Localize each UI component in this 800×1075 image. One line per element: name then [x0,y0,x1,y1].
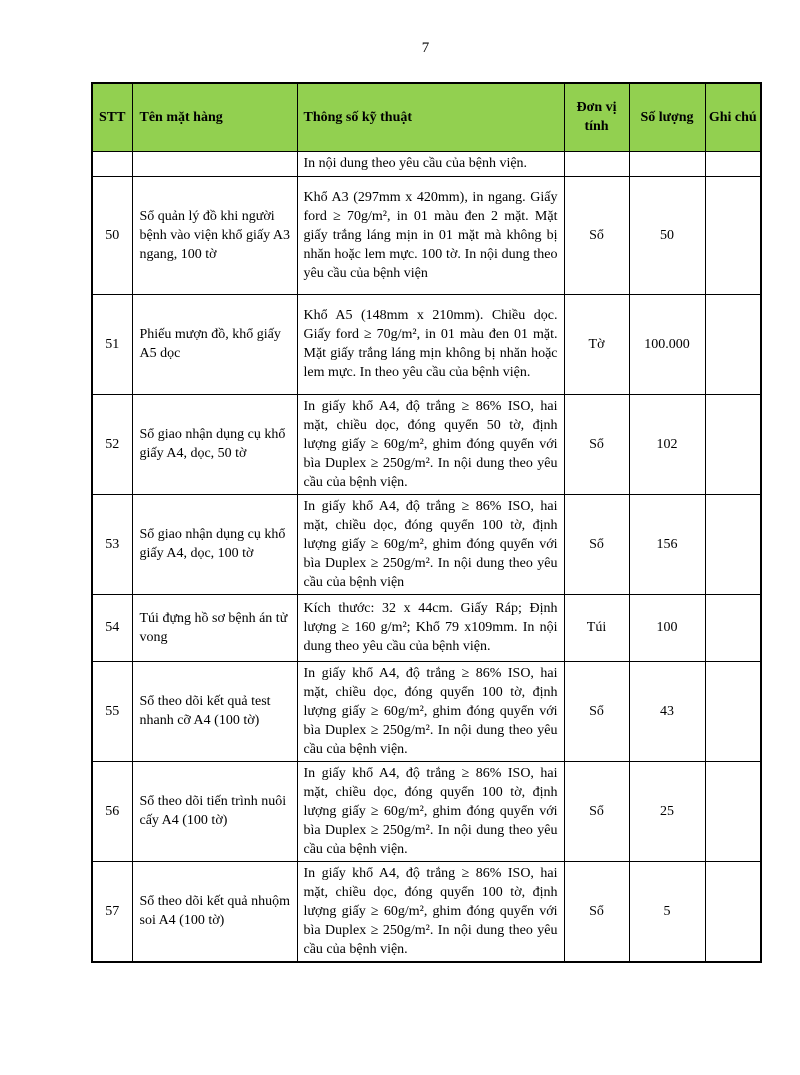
cell-name: Sổ quản lý đồ khi người bệnh vào viện khổ giấy A3 ngang, 100 tờ [132,176,297,294]
table-row [92,661,761,761]
header-specs: Thông số kỹ thuật [297,83,564,151]
cell-note [705,494,761,594]
table-body [92,151,761,962]
cell-note [705,294,761,394]
cell-qty: 5 [629,861,705,962]
header-note: Ghi chú [705,83,761,151]
cell-unit: Sổ [564,494,629,594]
cell-spec: In giấy khổ A4, độ trắng ≥ 86% ISO, hai mặt, chiều dọc, đóng quyển 100 tờ, định lượng giấy ≥ 60g/m², ghim đóng quyển với bìa Duplex ≥ 250g/m². In nội dung theo yêu cầu của bệnh viện [297,494,564,594]
cell-name: Sổ giao nhận dụng cụ khổ giấy A4, dọc, 100 tờ [132,494,297,594]
cell-unit [564,151,629,176]
cell-note [705,176,761,294]
cell-qty: 100 [629,594,705,661]
cell-qty: 100.000 [629,294,705,394]
cell-name [132,151,297,176]
table-row [92,394,761,494]
cell-stt: 53 [92,494,132,594]
cell-stt [92,151,132,176]
cell-unit: Sổ [564,661,629,761]
cell-note [705,394,761,494]
cell-spec: Kích thước: 32 x 44cm. Giấy Ráp; Định lượng ≥ 160 g/m²; Khổ 79 x109mm. In nội dung theo yêu cầu của bệnh viện. [297,594,564,661]
cell-unit: Sổ [564,176,629,294]
page-number: 7 [421,40,430,56]
cell-name: Túi đựng hồ sơ bệnh án tử vong [132,594,297,661]
cell-qty: 43 [629,661,705,761]
cell-stt: 51 [92,294,132,394]
cell-qty: 25 [629,761,705,861]
cell-spec: Khổ A5 (148mm x 210mm). Chiều dọc. Giấy ford ≥ 70g/m², in 01 màu đen 01 mặt. Mặt giấy trắng láng mịn không bị nhăn hoặc lem mực. In theo yêu cầu của bệnh viện. [297,294,564,394]
table-row [92,294,761,394]
cell-spec: In nội dung theo yêu cầu của bệnh viện. [297,151,564,176]
cell-qty: 50 [629,176,705,294]
cell-spec: In giấy khổ A4, độ trắng ≥ 86% ISO, hai mặt, chiều dọc, đóng quyển 50 tờ, định lượng giấy ≥ 60g/m², ghim đóng quyển với bìa Duplex ≥ 250g/m². In nội dung theo yêu cầu của bệnh viện. [297,394,564,494]
cell-stt: 50 [92,176,132,294]
table-row [92,594,761,661]
cell-unit: Sổ [564,761,629,861]
cell-spec: In giấy khổ A4, độ trắng ≥ 86% ISO, hai mặt, chiều dọc, đóng quyển 100 tờ, định lượng giấy ≥ 60g/m², ghim đóng quyển với bìa Duplex ≥ 250g/m². In nội dung theo yêu cầu của bệnh viện. [297,861,564,962]
table-row [92,176,761,294]
header-quantity: Số lượng [629,83,705,151]
table-row [92,151,761,176]
cell-stt: 56 [92,761,132,861]
header-row [92,83,761,151]
cell-qty [629,151,705,176]
cell-stt: 52 [92,394,132,494]
table-header [92,83,761,151]
cell-qty: 102 [629,394,705,494]
header-stt: STT [92,83,132,151]
cell-note [705,594,761,661]
cell-spec: Khổ A3 (297mm x 420mm), in ngang. Giấy ford ≥ 70g/m², in 01 màu đen 2 mặt. Mặt giấy trắng láng mịn in 01 mặt mà không bị nhăn hoặc lem mực. 100 tờ. In nội dung theo yêu cầu của bệnh viện [297,176,564,294]
cell-unit: Túi [564,594,629,661]
table-row [92,761,761,861]
table-row [92,494,761,594]
cell-stt: 54 [92,594,132,661]
cell-unit: Tờ [564,294,629,394]
supply-table [91,82,762,963]
cell-name: Sổ theo dõi kết quả test nhanh cỡ A4 (100 tờ) [132,661,297,761]
cell-note [705,151,761,176]
cell-note [705,661,761,761]
header-unit: Đơn vị tính [564,83,629,151]
cell-name: Sổ theo dõi tiến trình nuôi cấy A4 (100 tờ) [132,761,297,861]
table-row [92,861,761,962]
cell-note [705,861,761,962]
cell-name: Sổ theo dõi kết quả nhuộm soi A4 (100 tờ) [132,861,297,962]
cell-name: Sổ giao nhận dụng cụ khổ giấy A4, dọc, 50 tờ [132,394,297,494]
cell-spec: In giấy khổ A4, độ trắng ≥ 86% ISO, hai mặt, chiều dọc, đóng quyển 100 tờ, định lượng giấy ≥ 60g/m², ghim đóng quyển với bìa Duplex ≥ 250g/m². In nội dung theo yêu cầu của bệnh viện. [297,661,564,761]
cell-name: Phiếu mượn đồ, khổ giấy A5 dọc [132,294,297,394]
cell-stt: 55 [92,661,132,761]
cell-stt: 57 [92,861,132,962]
cell-spec: In giấy khổ A4, độ trắng ≥ 86% ISO, hai mặt, chiều dọc, đóng quyển 100 tờ, định lượng giấy ≥ 60g/m², ghim đóng quyển với bìa Duplex ≥ 250g/m². In nội dung theo yêu cầu của bệnh viện. [297,761,564,861]
header-item-name: Tên mặt hàng [132,83,297,151]
cell-unit: Sổ [564,394,629,494]
cell-qty: 156 [629,494,705,594]
cell-note [705,761,761,861]
cell-unit: Sổ [564,861,629,962]
